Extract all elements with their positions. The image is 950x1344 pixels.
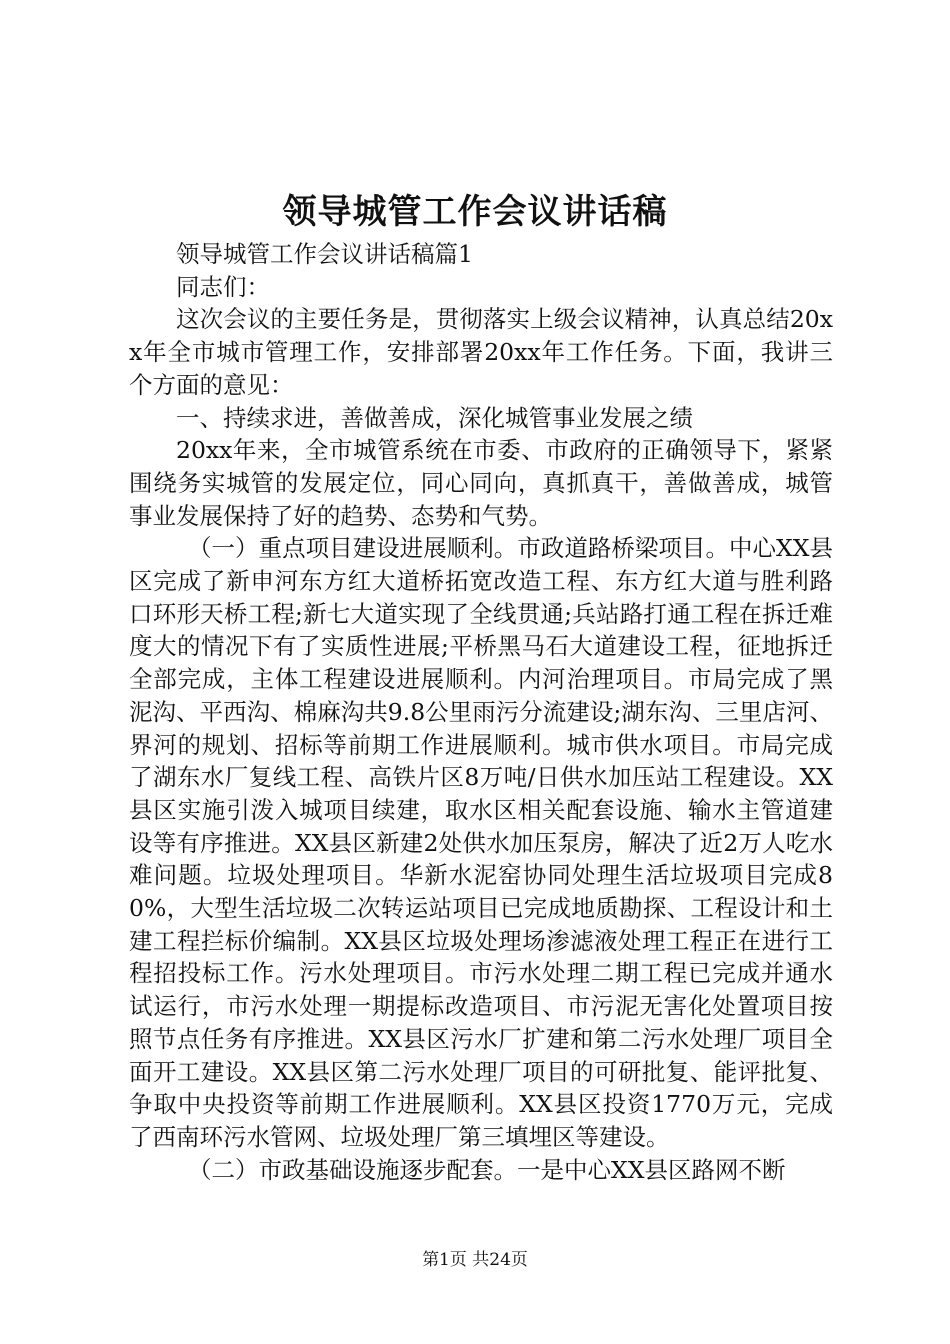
section-heading: 一、持续求进，善做善成，深化城管事业发展之绩	[176, 403, 693, 432]
page-footer: 第1页 共24页	[422, 1250, 528, 1270]
body-paragraph: 这次会议的主要任务是，贯彻落实上级会议精神，认真总结20xx年全市城市管理工作，安排部署20xx年工作任务。下面，我讲三个方面的意见：	[129, 305, 833, 399]
body-paragraph: （一）重点项目建设进展顺利。市政道路桥梁项目。中心XX县区完成了新申河东方红大道桥拓宽改造工程、东方红大道与胜利路口环形天桥工程;新七大道实现了全线贯通;兵站路打通工程在拆迁难度大的情况下有了实质性进展;平桥黑马石大道建设工程，征地拆迁全部完成，主体工程建设进展顺利。内河治理项目。市局完成了黑泥沟、平西沟、棉麻沟共9.8公里雨污分流建设;湖东沟、三里店河、界河的规划、招标等前期工作进展顺利。城市供水项目。市局完成了湖东水厂复线工程、高铁片区8万吨/日供水加压站工程建设。XX县区实施引泼入城项目续建，取水区相关配套设施、输水主管道建设等有序推进。XX县区新建2处供水加压泵房，解决了近2万人吃水难问题。垃圾处理项目。华新水泥窑协同处理生活垃圾项目完成80%，大型生活垃圾二次转运站项目已完成地质勘探、工程设计和土建工程拦标价编制。XX县区垃圾处理场渗滤液处理工程正在进行工程招投标工作。污水处理项目。市污水处理二期工程已完成并通水试运行，市污水处理一期提标改造项目、市污泥无害化处置项目按照节点任务有序推进。XX县区污水厂扩建和第二污水处理厂项目全面开工建设。XX县区第二污水处理厂项目的可研批复、能评批复、争取中央投资等前期工作进展顺利。XX县区投资1770万元，完成了西南环污水管网、垃圾处理厂第三填埋区等建设。	[129, 534, 833, 1151]
body-paragraph: （二）市政基础设施逐步配套。一是中心XX县区路网不断	[188, 1155, 786, 1184]
salutation: 同志们：	[176, 272, 270, 301]
document-title: 领导城管工作会议讲话稿	[282, 192, 668, 232]
body-paragraph: 20xx年来，全市城管系统在市委、市政府的正确领导下，紧紧围绕务实城管的发展定位，同心同向，真抓真干，善做善成，城管事业发展保持了好的趋势、态势和气势。	[129, 436, 833, 530]
article-subtitle: 领导城管工作会议讲话稿篇1	[176, 240, 473, 268]
document-body	[129, 238, 833, 1186]
